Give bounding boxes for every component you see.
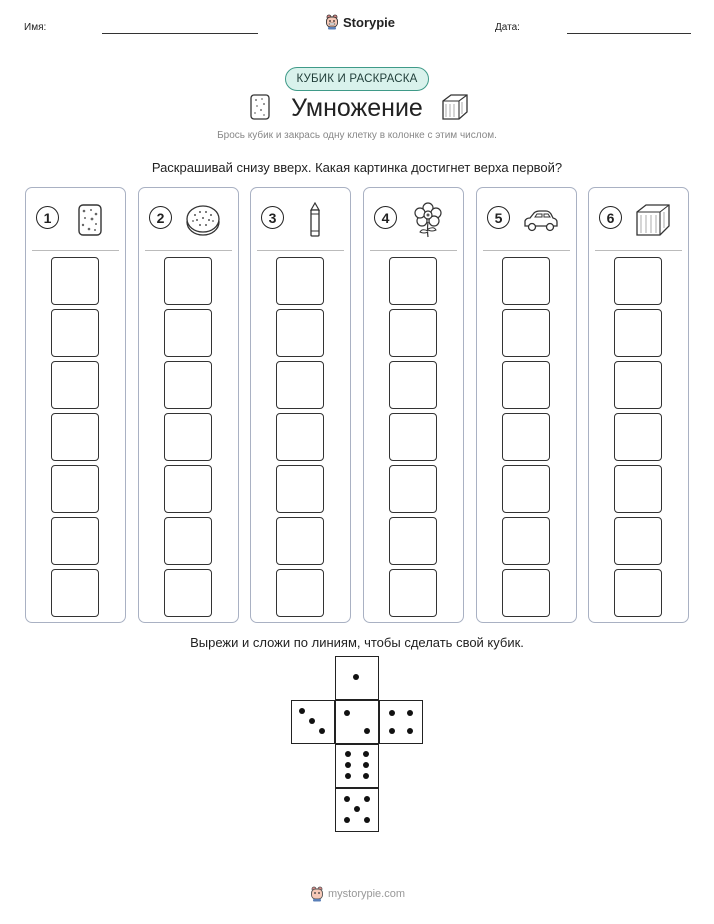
crayon-icon bbox=[297, 202, 333, 238]
color-cell[interactable] bbox=[389, 517, 437, 565]
brand-name: Storypie bbox=[343, 14, 396, 30]
car-icon bbox=[523, 202, 559, 238]
date-line bbox=[567, 33, 691, 34]
color-cell[interactable] bbox=[51, 517, 99, 565]
flower-icon bbox=[410, 202, 446, 238]
color-cell[interactable] bbox=[389, 361, 437, 409]
color-cell[interactable] bbox=[502, 465, 550, 513]
column-divider bbox=[370, 250, 457, 251]
column-number: 6 bbox=[599, 206, 622, 229]
column-1 bbox=[25, 187, 126, 623]
color-cell[interactable] bbox=[51, 309, 99, 357]
die-face-3 bbox=[291, 700, 335, 744]
column-divider bbox=[257, 250, 344, 251]
die-face-5 bbox=[335, 788, 379, 832]
column-number: 2 bbox=[149, 206, 172, 229]
column-number: 3 bbox=[261, 206, 284, 229]
mascot-icon bbox=[310, 886, 324, 902]
color-cell[interactable] bbox=[614, 569, 662, 617]
name-line bbox=[102, 33, 258, 34]
die-face-1 bbox=[335, 656, 379, 700]
color-cell[interactable] bbox=[614, 465, 662, 513]
color-cell[interactable] bbox=[164, 361, 212, 409]
column-2 bbox=[138, 187, 239, 623]
color-cell[interactable] bbox=[614, 361, 662, 409]
color-cell[interactable] bbox=[276, 413, 324, 461]
color-cell[interactable] bbox=[276, 257, 324, 305]
color-cell[interactable] bbox=[51, 569, 99, 617]
die-face-6 bbox=[335, 744, 379, 788]
color-cell[interactable] bbox=[276, 465, 324, 513]
column-divider bbox=[595, 250, 682, 251]
page-subtitle: Брось кубик и закрась одну клетку в колонке с этим числом. bbox=[217, 130, 497, 141]
color-cell[interactable] bbox=[164, 465, 212, 513]
color-cell[interactable] bbox=[389, 309, 437, 357]
brand-logo bbox=[325, 14, 395, 30]
category-badge: КУБИК И РАСКРАСКА bbox=[285, 67, 429, 91]
color-cell[interactable] bbox=[51, 257, 99, 305]
footer bbox=[310, 886, 405, 902]
color-cell[interactable] bbox=[389, 257, 437, 305]
color-cell[interactable] bbox=[502, 517, 550, 565]
color-cell[interactable] bbox=[51, 361, 99, 409]
die-face-2 bbox=[335, 700, 379, 744]
wooden-box-icon bbox=[635, 202, 671, 238]
column-3 bbox=[250, 187, 351, 623]
footer-site: mystorypie.com bbox=[328, 888, 406, 900]
column-4 bbox=[363, 187, 464, 623]
page-title: Умножение bbox=[291, 94, 423, 122]
sponge-icon bbox=[72, 202, 108, 238]
color-cell[interactable] bbox=[502, 361, 550, 409]
coloring-instruction: Раскрашивай снизу вверх. Какая картинка достигнет верха первой? bbox=[151, 160, 563, 175]
color-cell[interactable] bbox=[614, 257, 662, 305]
color-cell[interactable] bbox=[164, 309, 212, 357]
color-cell[interactable] bbox=[389, 413, 437, 461]
column-divider bbox=[483, 250, 570, 251]
color-cell[interactable] bbox=[276, 309, 324, 357]
mascot-icon bbox=[325, 14, 339, 30]
color-cell[interactable] bbox=[276, 569, 324, 617]
color-cell[interactable] bbox=[51, 465, 99, 513]
name-label: Имя: bbox=[24, 22, 47, 33]
color-cell[interactable] bbox=[614, 517, 662, 565]
color-cell[interactable] bbox=[502, 413, 550, 461]
date-label: Дата: bbox=[495, 22, 520, 33]
color-cell[interactable] bbox=[164, 413, 212, 461]
color-cell[interactable] bbox=[614, 413, 662, 461]
color-cell[interactable] bbox=[164, 569, 212, 617]
wooden-box-icon bbox=[440, 92, 470, 122]
color-cell[interactable] bbox=[276, 361, 324, 409]
color-cell[interactable] bbox=[164, 517, 212, 565]
color-cell[interactable] bbox=[502, 257, 550, 305]
column-number: 1 bbox=[36, 206, 59, 229]
cut-instruction: Вырежи и сложи по линиям, чтобы сделать свой кубик. bbox=[190, 635, 524, 650]
cookie-icon bbox=[185, 202, 221, 238]
color-cell[interactable] bbox=[614, 309, 662, 357]
color-cell[interactable] bbox=[51, 413, 99, 461]
column-divider bbox=[145, 250, 232, 251]
color-cell[interactable] bbox=[502, 309, 550, 357]
column-divider bbox=[32, 250, 119, 251]
die-face-4 bbox=[379, 700, 423, 744]
color-cell[interactable] bbox=[389, 465, 437, 513]
column-6 bbox=[588, 187, 689, 623]
color-cell[interactable] bbox=[389, 569, 437, 617]
column-number: 4 bbox=[374, 206, 397, 229]
column-number: 5 bbox=[487, 206, 510, 229]
color-cell[interactable] bbox=[164, 257, 212, 305]
color-cell[interactable] bbox=[502, 569, 550, 617]
color-cell[interactable] bbox=[276, 517, 324, 565]
column-5 bbox=[476, 187, 577, 623]
